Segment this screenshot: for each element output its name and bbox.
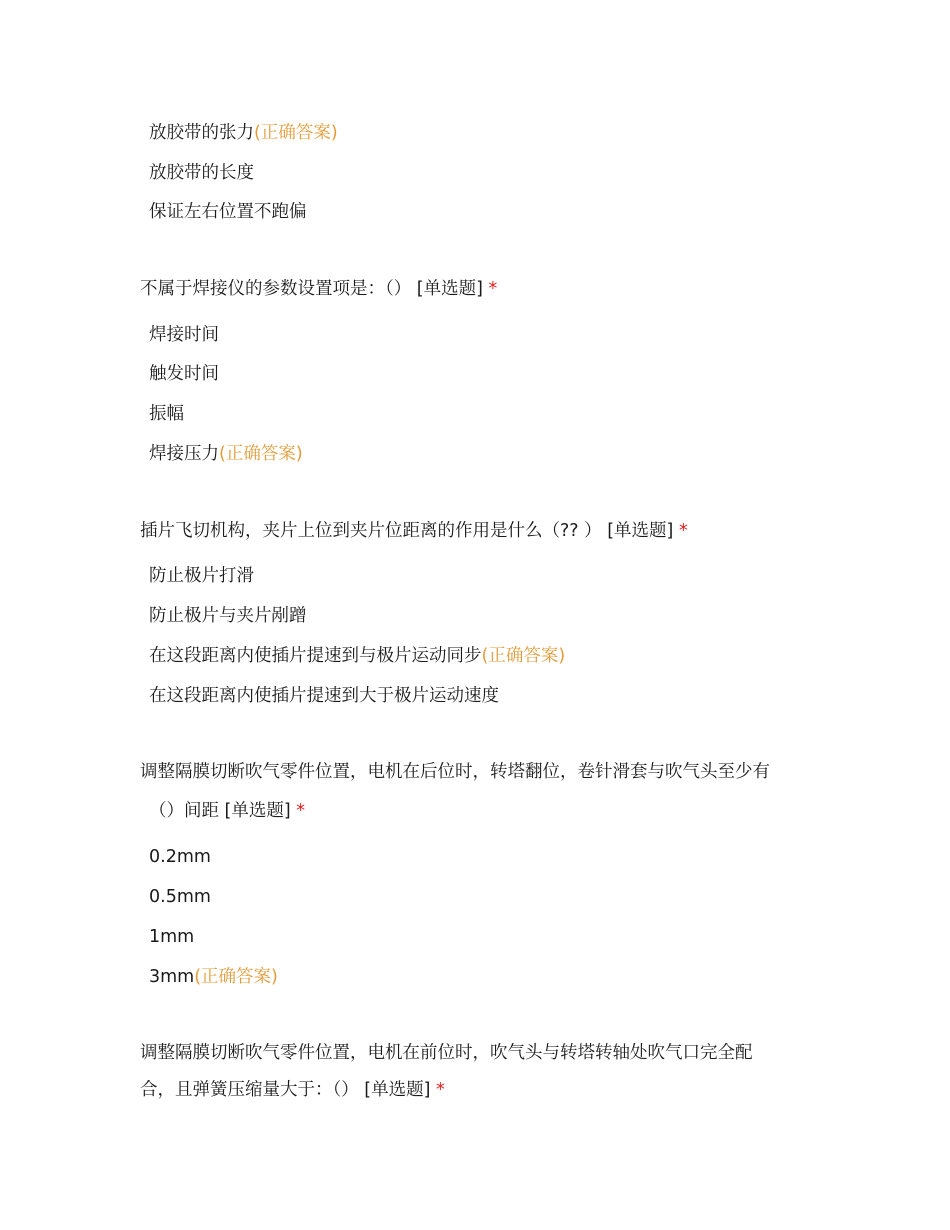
option-q1-4[interactable] xyxy=(149,442,303,466)
option-q3-4[interactable] xyxy=(149,965,278,989)
question-text: 合，且弹簧压缩量大于：（） [单选题] xyxy=(140,1080,431,1100)
question-4-title-line2 xyxy=(140,1078,445,1102)
required-star: * xyxy=(296,801,306,821)
option-text: 0.5mm xyxy=(149,887,211,907)
option-text: 0.2mm xyxy=(149,847,211,867)
option-text: 振幅 xyxy=(149,404,184,424)
option-q3-1[interactable] xyxy=(149,845,211,869)
required-star: * xyxy=(436,1080,445,1100)
option-text: 放胶带的张力 xyxy=(149,123,254,143)
option-text: 触发时间 xyxy=(149,364,219,384)
option-q3-3[interactable] xyxy=(149,925,194,949)
option-q2-2[interactable] xyxy=(149,604,307,628)
option-q0-2[interactable] xyxy=(149,161,254,185)
question-text: 调整隔膜切断吹气零件位置，电机在前位时，吹气头与转塔转轴处吹气口完全配 xyxy=(140,1043,753,1063)
question-1-title xyxy=(140,277,497,301)
option-q3-2[interactable] xyxy=(149,885,211,909)
option-text: 保证左右位置不跑偏 xyxy=(149,202,307,222)
correct-answer-marker: (正确答案) xyxy=(254,123,338,143)
question-text: 插片飞切机构，夹片上位到夹片位距离的作用是什么（?? ） [单选题] xyxy=(140,521,674,541)
correct-answer-marker: (正确答案) xyxy=(194,967,278,987)
option-q1-3[interactable] xyxy=(149,402,184,426)
option-q1-1[interactable] xyxy=(149,323,219,347)
option-q2-3[interactable] xyxy=(149,644,565,668)
option-text: 放胶带的长度 xyxy=(149,163,254,183)
option-text: 焊接压力 xyxy=(149,444,219,464)
correct-answer-marker: (正确答案) xyxy=(481,646,566,666)
option-text: 在这段距离内使插片提速到大于极片运动速度 xyxy=(149,686,499,706)
option-q0-3[interactable] xyxy=(149,200,307,224)
option-text: 1mm xyxy=(149,927,195,947)
question-text: 调整隔膜切断吹气零件位置，电机在后位时，转塔翻位，卷针滑套与吹气头至少有 xyxy=(140,762,770,782)
option-text: 在这段距离内使插片提速到与极片运动同步 xyxy=(149,646,482,666)
option-q2-1[interactable] xyxy=(149,564,254,588)
question-3-title-line2 xyxy=(149,799,305,823)
question-3-title-line1 xyxy=(140,760,770,784)
option-q1-2[interactable] xyxy=(149,362,219,386)
question-4-title-line1 xyxy=(140,1041,753,1065)
option-text: 焊接时间 xyxy=(149,325,219,345)
question-text: （）间距 [单选题] xyxy=(149,801,291,821)
option-q2-4[interactable] xyxy=(149,684,499,708)
question-2-title xyxy=(140,519,688,543)
question-text: 不属于焊接仪的参数设置项是：（） [单选题] xyxy=(140,279,483,299)
option-q0-1[interactable] xyxy=(149,121,338,145)
option-text: 3mm xyxy=(149,967,195,987)
required-star: * xyxy=(678,521,688,541)
required-star: * xyxy=(488,279,498,299)
option-text: 防止极片打滑 xyxy=(149,566,254,586)
option-text: 防止极片与夹片剐蹭 xyxy=(149,606,307,626)
correct-answer-marker: (正确答案) xyxy=(219,444,303,464)
